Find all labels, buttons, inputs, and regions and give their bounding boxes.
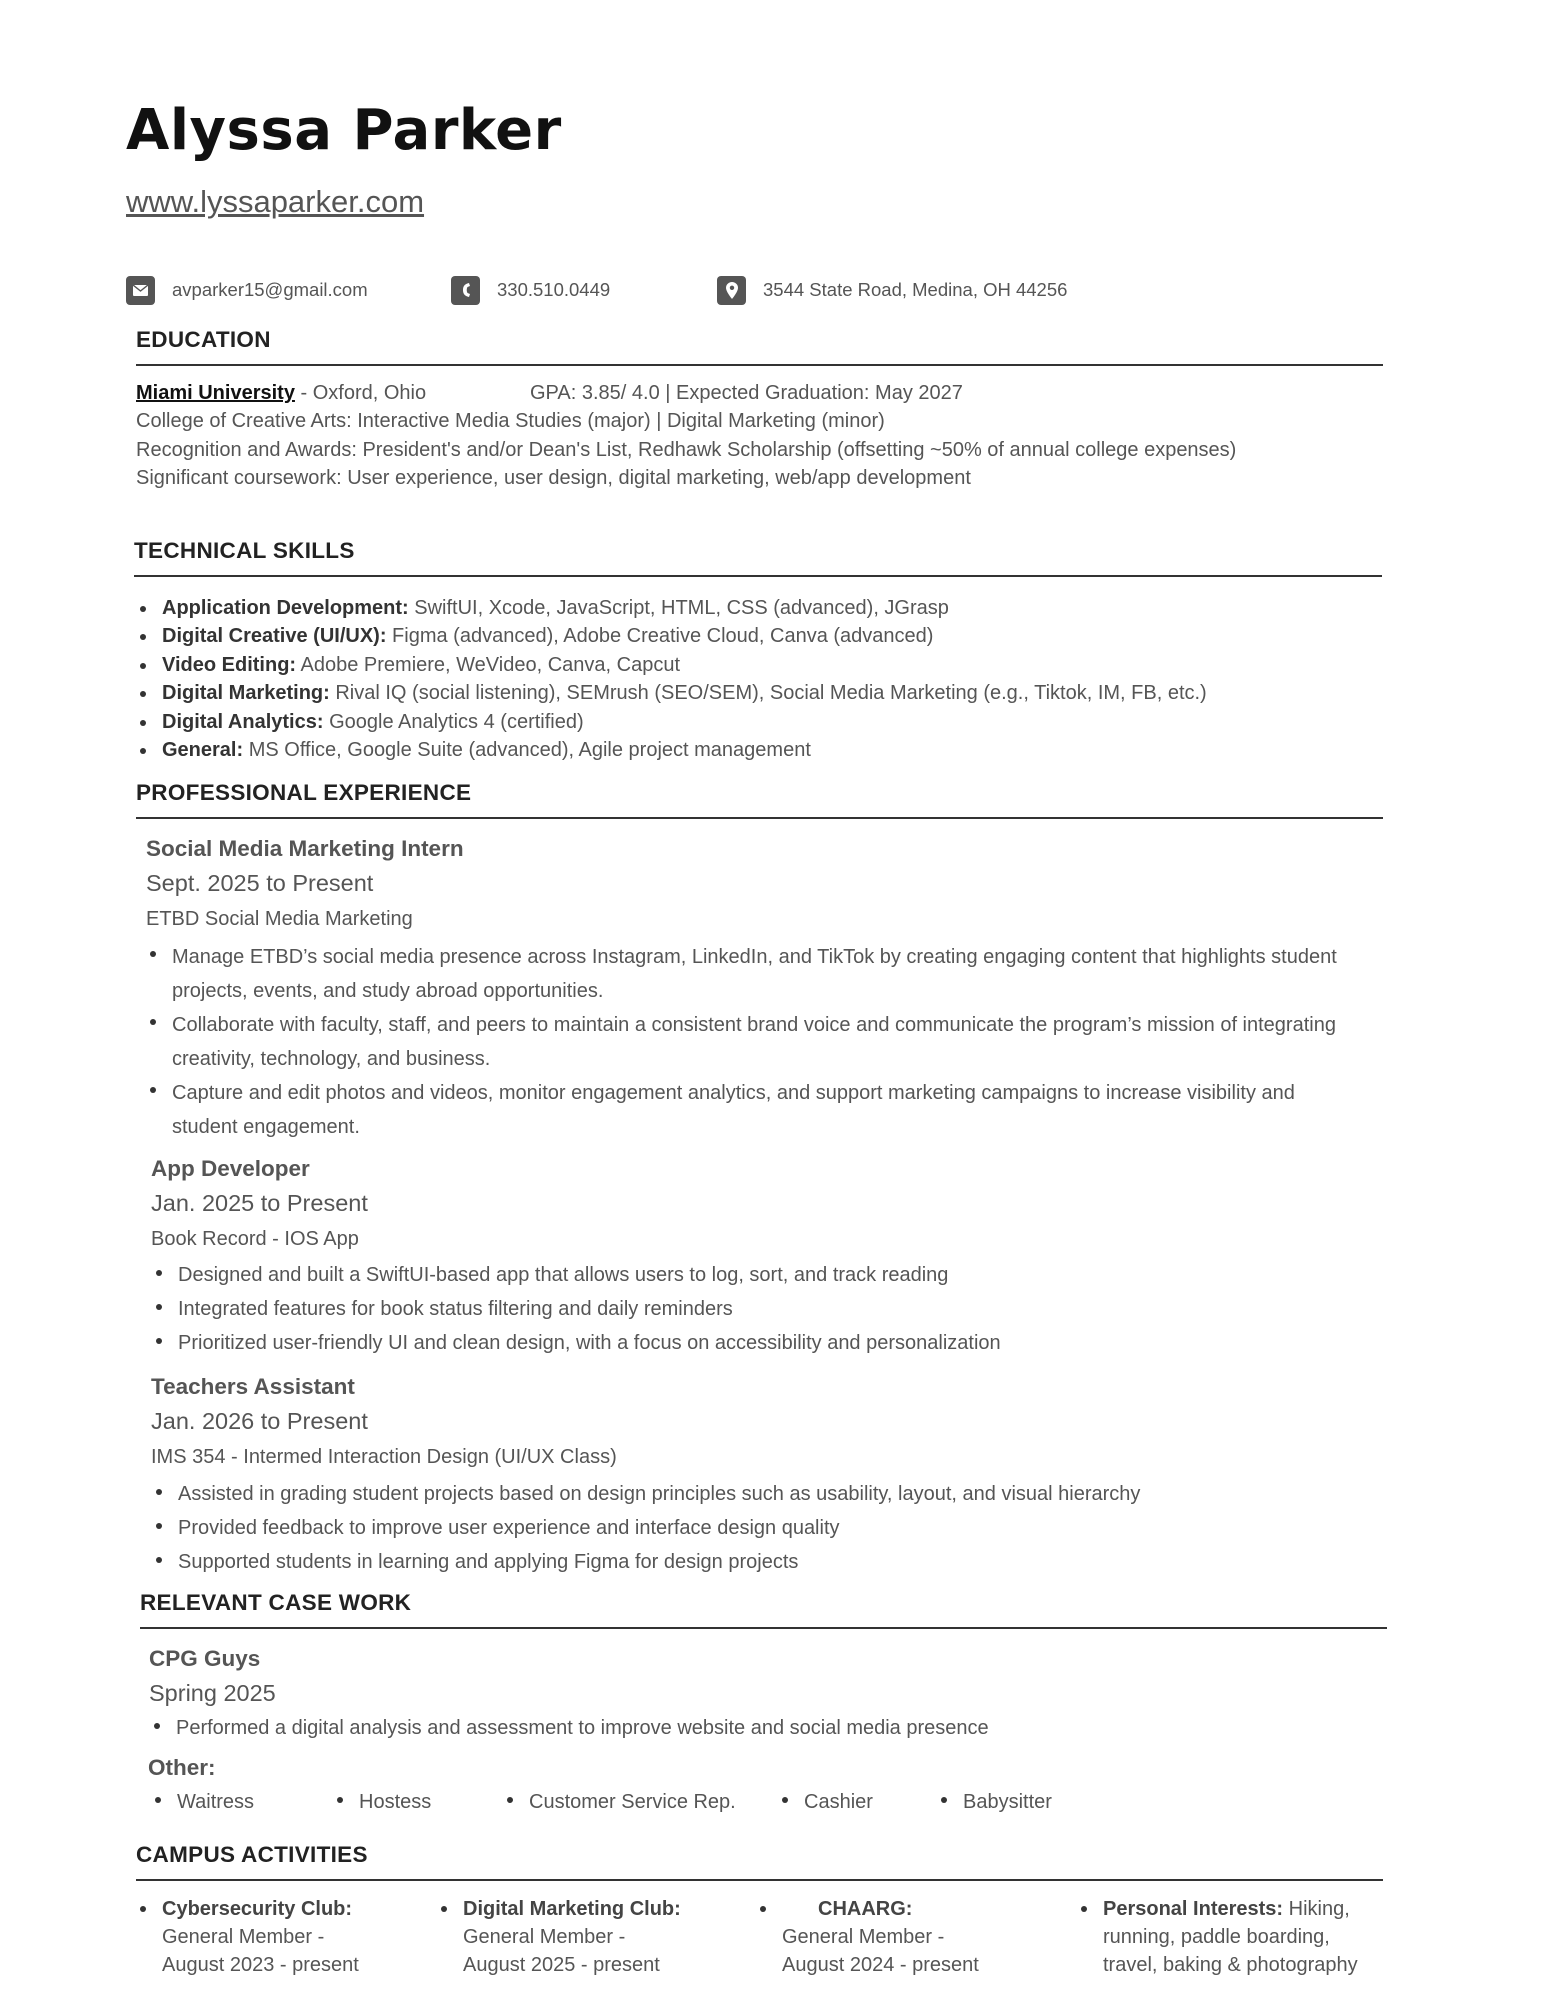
- other-job-item: Hostess: [359, 1785, 431, 1819]
- casework-bullets: [176, 1711, 989, 1745]
- casework-heading: RELEVANT CASE WORK: [140, 1590, 412, 1615]
- skill-item: Video Editing: Adobe Premiere, WeVideo, Canva, Capcut: [162, 651, 1207, 679]
- activity-dates: August 2023 - present: [162, 1954, 359, 1976]
- job-bullet: Collaborate with faculty, staff, and peers to maintain a consistent brand voice and communicate the program’s mission of integrating: [172, 1008, 1337, 1042]
- skills-heading: TECHNICAL SKILLS: [134, 538, 355, 563]
- job-bullets: [178, 1477, 1140, 1579]
- job-bullet: Designed and built a SwiftUI-based app that allows users to log, sort, and track reading: [178, 1258, 1001, 1292]
- school-location: - Oxford, Ohio: [294, 382, 427, 404]
- activity-label: CHAARG:: [818, 1898, 913, 1920]
- location-pin-icon: [717, 276, 746, 305]
- other-job-item: Cashier: [804, 1785, 873, 1819]
- education-line: Recognition and Awards: President's and/or Dean's List, Redhawk Scholarship (offsetting ~50% of annual college expenses): [136, 439, 1237, 461]
- activity-item: [162, 1895, 359, 1979]
- activities-divider: [136, 1879, 1383, 1881]
- skill-item: Application Development: SwiftUI, Xcode, JavaScript, HTML, CSS (advanced), JGrasp: [162, 594, 1207, 622]
- activity-item: [1103, 1895, 1358, 1979]
- education-heading: EDUCATION: [136, 327, 271, 352]
- activity-text: travel, baking & photography: [1103, 1954, 1358, 1976]
- job-bullet: Prioritized user-friendly UI and clean design, with a focus on accessibility and personalization: [178, 1326, 1001, 1360]
- job-date: Jan. 2025 to Present: [151, 1190, 368, 1216]
- skills-divider: [134, 575, 1382, 577]
- casework-divider: [140, 1627, 1387, 1629]
- activity-label: Cybersecurity Club:: [162, 1898, 353, 1920]
- job-bullet: Provided feedback to improve user experience and interface design quality: [178, 1511, 1140, 1545]
- job-bullet: Integrated features for book status filtering and daily reminders: [178, 1292, 1001, 1326]
- job-organization: IMS 354 - Intermed Interaction Design (UI/UX Class): [151, 1446, 617, 1468]
- job-bullet: Manage ETBD’s social media presence across Instagram, LinkedIn, and TikTok by creating engaging content that highlights student: [172, 940, 1337, 974]
- experience-divider: [136, 817, 1383, 819]
- website-link[interactable]: www.lyssaparker.com: [126, 184, 425, 219]
- job-bullet: Supported students in learning and applying Figma for design projects: [178, 1545, 1140, 1579]
- activity-text: running, paddle boarding,: [1103, 1926, 1330, 1948]
- contact-email: [126, 275, 368, 305]
- job-bullets: [178, 1258, 1001, 1360]
- job-title: App Developer: [151, 1156, 310, 1181]
- skills-list: [162, 594, 1207, 764]
- activity-role: General Member -: [782, 1926, 945, 1948]
- candidate-name: Alyssa Parker: [126, 98, 562, 163]
- job-title: Social Media Marketing Intern: [146, 836, 464, 861]
- address-text: 3544 State Road, Medina, OH 44256: [763, 279, 1068, 300]
- education-divider: [136, 364, 1383, 366]
- job-bullet-continuation: projects, events, and study abroad opportunities.: [172, 980, 604, 1002]
- job-title: Teachers Assistant: [151, 1374, 355, 1399]
- education-line: Significant coursework: User experience, user design, digital marketing, web/app development: [136, 467, 971, 489]
- activity-dates: August 2024 - present: [782, 1954, 979, 1976]
- education-gpa: GPA: 3.85/ 4.0 | Expected Graduation: May 2027: [530, 382, 963, 404]
- contact-phone: [451, 275, 610, 305]
- school-name[interactable]: Miami University: [136, 382, 295, 404]
- education-line: College of Creative Arts: Interactive Media Studies (major) | Digital Marketing (minor): [136, 410, 885, 432]
- job-bullet-continuation: creativity, technology, and business.: [172, 1048, 491, 1070]
- activity-label: Personal Interests:: [1103, 1898, 1284, 1920]
- activity-dates: August 2025 - present: [463, 1954, 660, 1976]
- skill-item: Digital Creative (UI/UX): Figma (advanced), Adobe Creative Cloud, Canva (advanced): [162, 622, 1207, 650]
- job-bullet: Capture and edit photos and videos, monitor engagement analytics, and support marketing campaigns to increase visibility and: [172, 1076, 1337, 1110]
- job-organization: ETBD Social Media Marketing: [146, 908, 413, 930]
- education-school-line: [136, 382, 426, 405]
- mail-icon: [126, 276, 155, 305]
- activity-item: [782, 1895, 979, 1979]
- other-job-item: Babysitter: [963, 1785, 1052, 1819]
- activity-text: Hiking,: [1283, 1898, 1350, 1920]
- skill-item: General: MS Office, Google Suite (advanced), Agile project management: [162, 736, 1207, 764]
- experience-heading: PROFESSIONAL EXPERIENCE: [136, 780, 472, 805]
- other-job-item: Customer Service Rep.: [529, 1785, 736, 1819]
- skill-item: Digital Marketing: Rival IQ (social listening), SEMrush (SEO/SEM), Social Media Marketing (e.g., Tiktok, IM, FB, etc.): [162, 679, 1207, 707]
- skill-item: Digital Analytics: Google Analytics 4 (certified): [162, 708, 1207, 736]
- other-job-item: Waitress: [177, 1785, 254, 1819]
- other-label: Other:: [148, 1755, 216, 1780]
- job-bullet-continuation: student engagement.: [172, 1116, 360, 1138]
- job-organization: Book Record - IOS App: [151, 1228, 359, 1250]
- job-bullet: Assisted in grading student projects based on design principles such as usability, layout, and visual hierarchy: [178, 1477, 1140, 1511]
- activity-role: General Member -: [162, 1926, 325, 1948]
- casework-bullet: Performed a digital analysis and assessment to improve website and social media presence: [176, 1711, 989, 1745]
- activity-role: General Member -: [463, 1926, 626, 1948]
- contact-address: [717, 275, 1067, 305]
- phone-text[interactable]: 330.510.0449: [497, 279, 611, 300]
- job-bullets: [172, 940, 1337, 1144]
- casework-date: Spring 2025: [149, 1680, 276, 1706]
- activities-heading: CAMPUS ACTIVITIES: [136, 1842, 368, 1867]
- job-date: Sept. 2025 to Present: [146, 870, 374, 896]
- phone-icon: [451, 276, 480, 305]
- job-date: Jan. 2026 to Present: [151, 1408, 368, 1434]
- email-text[interactable]: avparker15@gmail.com: [172, 279, 368, 300]
- activity-label: Digital Marketing Club:: [463, 1898, 681, 1920]
- activity-item: [463, 1895, 681, 1979]
- casework-title: CPG Guys: [149, 1646, 261, 1671]
